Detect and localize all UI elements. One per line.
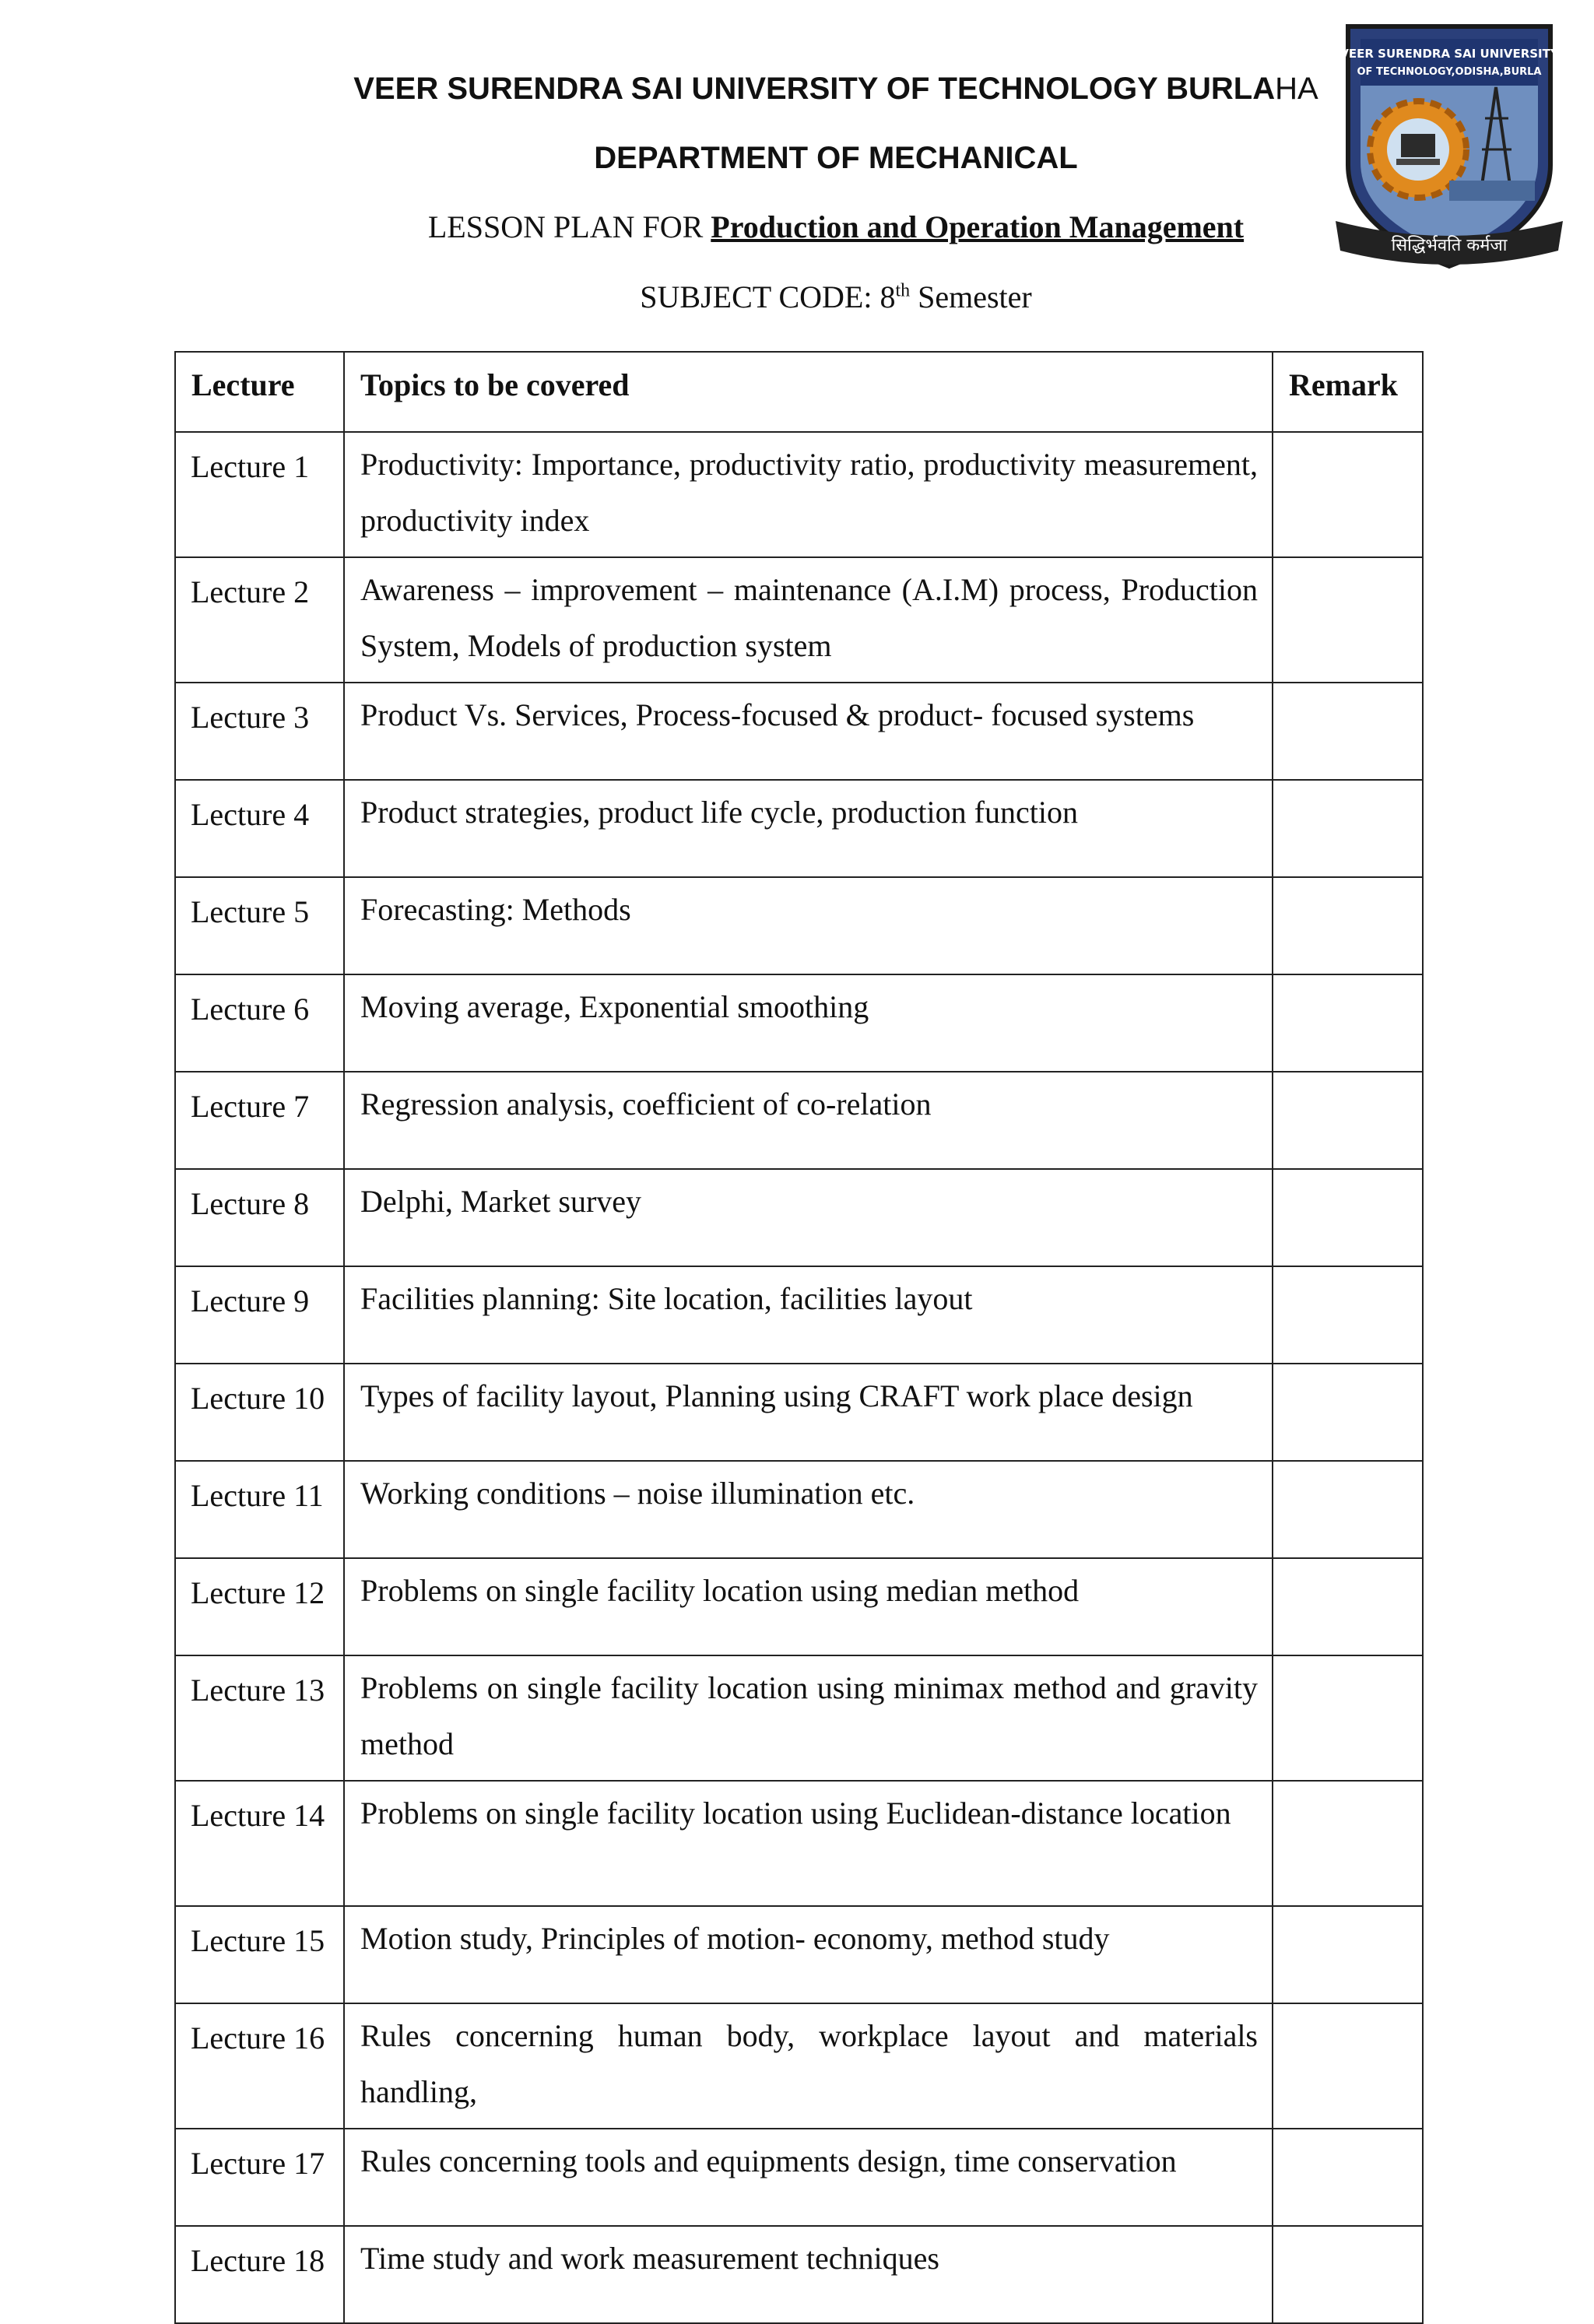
topic-cell: Regression analysis, coefficient of co-relation <box>344 1072 1273 1169</box>
logo-text-line2: OF TECHNOLOGY,ODISHA,BURLA <box>1357 66 1542 78</box>
lecture-cell: Lecture 11 <box>175 1461 344 1558</box>
lecture-cell: Lecture 14 <box>175 1781 344 1906</box>
topic-cell: Problems on single facility location using median method <box>344 1558 1273 1655</box>
lecture-cell: Lecture 15 <box>175 1906 344 2003</box>
lecture-cell: Lecture 9 <box>175 1266 344 1364</box>
lecture-cell: Lecture 2 <box>175 557 344 683</box>
semester-superscript: th <box>895 280 911 301</box>
table-row <box>175 2226 1423 2323</box>
department-title: DEPARTMENT OF MECHANICAL <box>594 141 1078 175</box>
lecture-cell: Lecture 6 <box>175 974 344 1072</box>
remark-cell <box>1273 1781 1423 1906</box>
university-title-suffix: HA <box>1275 72 1318 106</box>
table-row <box>175 1558 1423 1655</box>
table-row <box>175 1169 1423 1266</box>
table-row <box>175 1364 1423 1461</box>
header-topics: Topics to be covered <box>344 352 1273 432</box>
header-lecture: Lecture <box>175 352 344 432</box>
lecture-cell: Lecture 12 <box>175 1558 344 1655</box>
semester-word: Semester <box>910 279 1032 314</box>
logo-text-line1: VEER SURENDRA SAI UNIVERSITY <box>1339 47 1559 61</box>
lecture-cell: Lecture 17 <box>175 2129 344 2226</box>
lecture-cell: Lecture 13 <box>175 1655 344 1781</box>
topic-cell: Rules concerning human body, workplace layout and materials handling, <box>344 2003 1273 2129</box>
lesson-plan-table <box>174 351 1424 2324</box>
topic-cell: Working conditions – noise illumination etc. <box>344 1461 1273 1558</box>
lecture-cell: Lecture 4 <box>175 780 344 877</box>
topic-cell: Productivity: Importance, productivity ratio, productivity measurement, productivity index <box>344 432 1273 557</box>
topic-cell: Forecasting: Methods <box>344 877 1273 974</box>
topic-cell: Awareness – improvement – maintenance (A.I.M) process, Production System, Models of production system <box>344 557 1273 683</box>
logo-motto: सिद्धिर्भवति कर्मजा <box>1391 236 1508 255</box>
topic-cell: Problems on single facility location using Euclidean-distance location <box>344 1781 1273 1906</box>
table-row <box>175 1461 1423 1558</box>
topic-cell: Rules concerning tools and equipments design, time conservation <box>344 2129 1273 2226</box>
remark-cell <box>1273 1906 1423 2003</box>
lecture-cell: Lecture 3 <box>175 683 344 780</box>
table-row <box>175 1072 1423 1169</box>
remark-cell <box>1273 683 1423 780</box>
subject-code-line <box>0 279 1594 315</box>
remark-cell <box>1273 780 1423 877</box>
topic-cell: Moving average, Exponential smoothing <box>344 974 1273 1072</box>
table-row <box>175 1266 1423 1364</box>
table-row <box>175 974 1423 1072</box>
table-row <box>175 557 1423 683</box>
remark-cell <box>1273 557 1423 683</box>
topic-cell: Delphi, Market survey <box>344 1169 1273 1266</box>
table-row <box>175 683 1423 780</box>
remark-cell <box>1273 1364 1423 1461</box>
lecture-cell: Lecture 5 <box>175 877 344 974</box>
lecture-cell: Lecture 7 <box>175 1072 344 1169</box>
table-row <box>175 780 1423 877</box>
table-row <box>175 877 1423 974</box>
lecture-cell: Lecture 1 <box>175 432 344 557</box>
remark-cell <box>1273 2226 1423 2323</box>
table-row <box>175 1906 1423 2003</box>
table-header-row <box>175 352 1423 432</box>
remark-cell <box>1273 1266 1423 1364</box>
topic-cell: Time study and work measurement techniques <box>344 2226 1273 2323</box>
topic-cell: Product Vs. Services, Process-focused & product- focused systems <box>344 683 1273 780</box>
remark-cell <box>1273 2129 1423 2226</box>
topic-cell: Problems on single facility location using minimax method and gravity method <box>344 1655 1273 1781</box>
table-row <box>175 2129 1423 2226</box>
remark-cell <box>1273 877 1423 974</box>
table-row <box>175 1781 1423 1906</box>
topic-cell: Types of facility layout, Planning using CRAFT work place design <box>344 1364 1273 1461</box>
table-row <box>175 432 1423 557</box>
table-row <box>175 1655 1423 1781</box>
lecture-cell: Lecture 10 <box>175 1364 344 1461</box>
topic-cell: Motion study, Principles of motion- economy, method study <box>344 1906 1273 2003</box>
remark-cell <box>1273 1169 1423 1266</box>
remark-cell <box>1273 1558 1423 1655</box>
university-logo-icon <box>1332 17 1566 282</box>
header-remark: Remark <box>1273 352 1423 432</box>
topic-cell: Product strategies, product life cycle, production function <box>344 780 1273 877</box>
remark-cell <box>1273 1072 1423 1169</box>
remark-cell <box>1273 2003 1423 2129</box>
lecture-cell: Lecture 8 <box>175 1169 344 1266</box>
remark-cell <box>1273 432 1423 557</box>
topic-cell: Facilities planning: Site location, facilities layout <box>344 1266 1273 1364</box>
course-name: Production and Operation Management <box>711 209 1245 244</box>
remark-cell <box>1273 1655 1423 1781</box>
university-title-main: VEER SURENDRA SAI UNIVERSITY OF TECHNOLOGY BURLA <box>353 72 1276 106</box>
subject-code-label: SUBJECT CODE: 8 <box>640 279 896 314</box>
remark-cell <box>1273 1461 1423 1558</box>
table-row <box>175 2003 1423 2129</box>
lecture-cell: Lecture 18 <box>175 2226 344 2323</box>
remark-cell <box>1273 974 1423 1072</box>
lecture-cell: Lecture 16 <box>175 2003 344 2129</box>
lesson-plan-prefix: LESSON PLAN FOR <box>427 209 711 244</box>
